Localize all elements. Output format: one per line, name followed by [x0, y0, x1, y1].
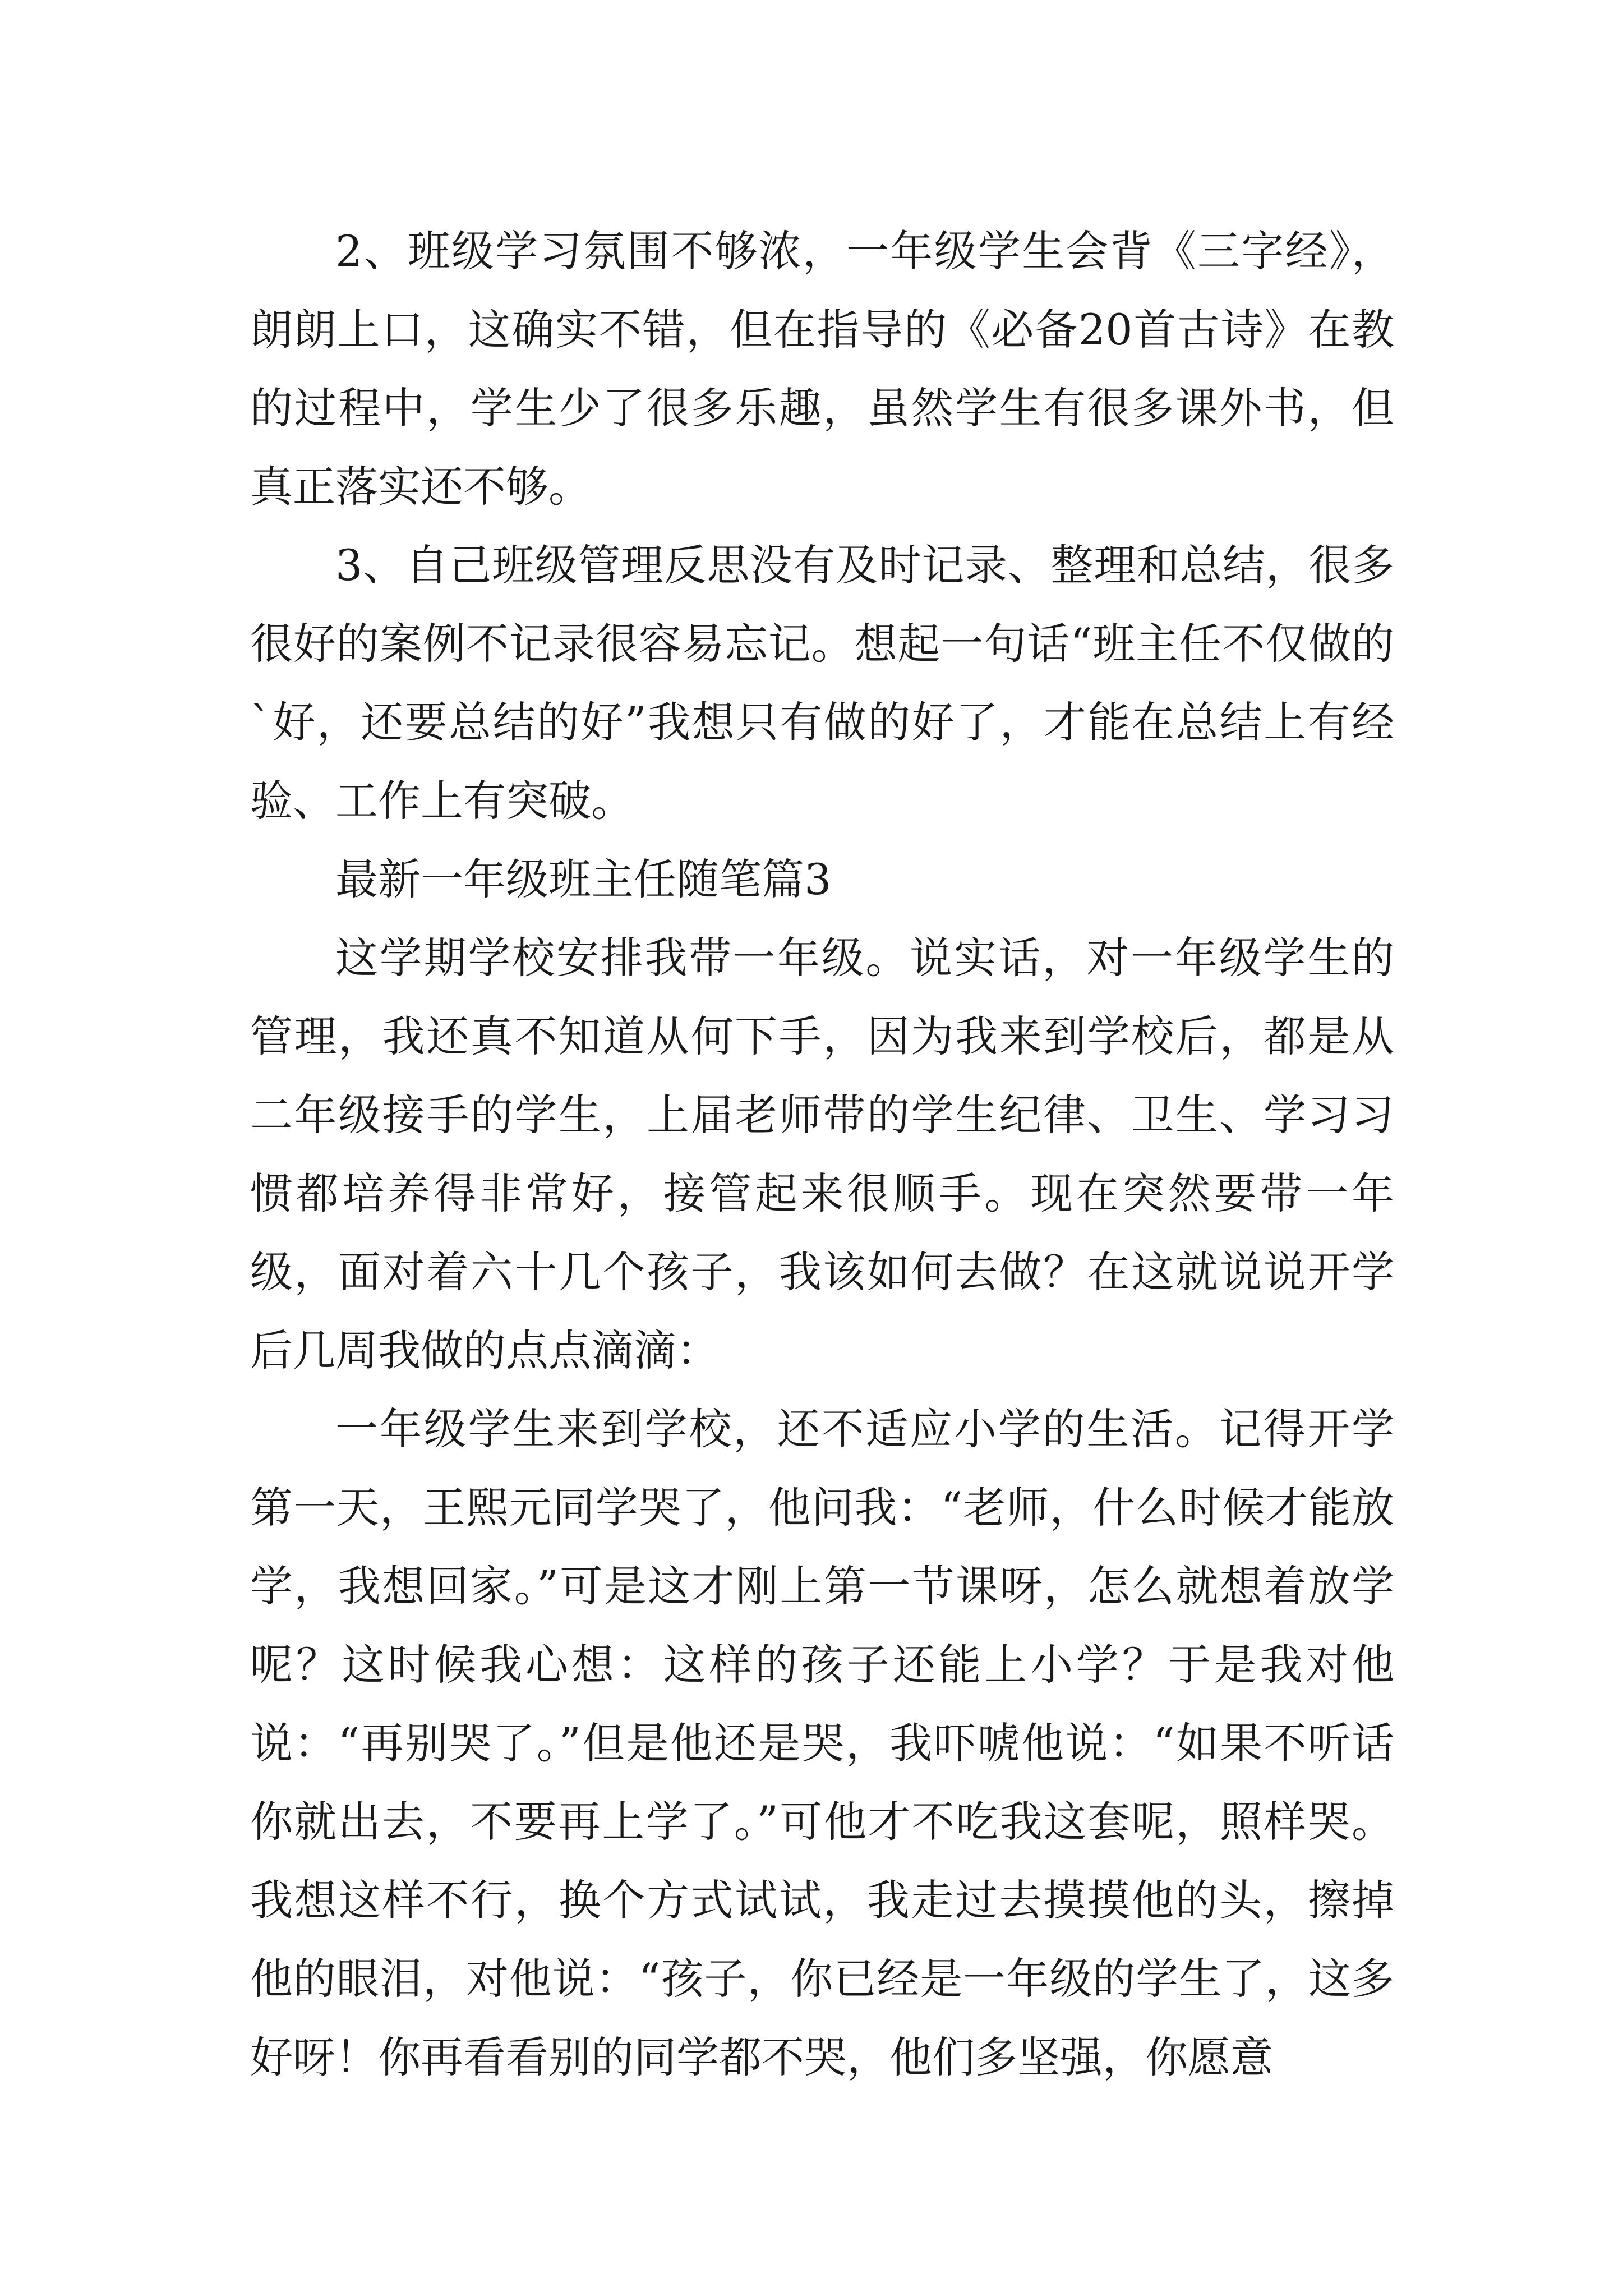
paragraph-point-3: 3、自己班级管理反思没有及时记录、整理和总结，很多很好的案例不记录很容易忘记。想起一句话“班主任不仅做的`好，还要总结的好”我想只有做的好了，才能在总结上有经验、工作上有突破。 [250, 540, 1394, 826]
paragraph-story: 一年级学生来到学校，还不适应小学的生活。记得开学第一天，王熙元同学哭了，他问我：“老师，什么时候才能放学，我想回家。”可是这才刚上第一节课呀，怎么就想着放学呢？这时候我心想：这样的孩子还能上小学？于是我对他说：“再别哭了。”但是他还是哭，我吓唬他说：“如果不听话你就出去，不要再上学了。”可他才不吃我这套呢，照样哭。我想这样不行，换个方式试试，我走过去摸摸他的头，擦掉他的眼泪，对他说：“孩子，你已经是一年级的学生了，这多好呀！你再看看别的同学都不哭，他们多坚强，你愿意 [250, 1404, 1394, 2082]
document-body [250, 212, 1394, 2097]
paragraph-intro: 这学期学校安排我带一年级。说实话，对一年级学生的管理，我还真不知道从何下手，因为我来到学校后，都是从二年级接手的学生，上届老师带的学生纪律、卫生、学习习惯都培养得非常好，接管起来很顺手。现在突然要带一年级，面对着六十几个孩子，我该如何去做？在这就说说开学后几周我做的点点滴滴： [250, 933, 1394, 1375]
section-heading: 最新一年级班主任随笔篇3 [335, 854, 832, 904]
paragraph-point-2: 2、班级学习氛围不够浓，一年级学生会背《三字经》，朗朗上口，这确实不错，但在指导的《必备20首古诗》在教的过程中，学生少了很多乐趣，虽然学生有很多课外书，但真正落实还不够。 [250, 226, 1394, 512]
